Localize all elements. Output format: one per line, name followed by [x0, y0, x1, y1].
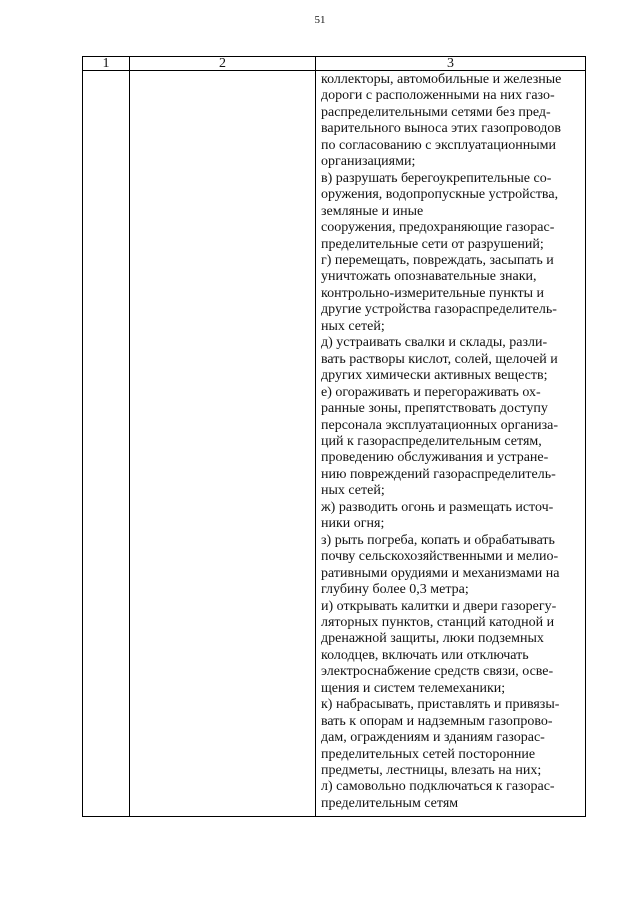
text-line: оружения, водопропускные устройства,	[321, 187, 559, 203]
text-line: контрольно-измерительные пункты и	[321, 285, 545, 301]
text-line: проведению обслуживания и устране-	[321, 450, 549, 466]
table-header-row	[83, 57, 586, 71]
text-line: дороги с расположенными на них газо-	[321, 88, 555, 104]
text-line: колодцев, включать или отключать	[321, 647, 529, 663]
text-line: ных сетей;	[321, 318, 385, 334]
text-line: д) устраивать свалки и склады, разли-	[321, 335, 548, 351]
column-header-3: 3	[316, 57, 586, 71]
text-line: организациями;	[321, 154, 416, 170]
page-number: 51	[314, 14, 326, 26]
text-line: персонала эксплуатационных организа-	[321, 417, 558, 433]
text-line: других химически активных веществ;	[321, 368, 548, 384]
text-line: ранные зоны, препятствовать доступу	[321, 401, 548, 417]
column-2-cell	[130, 71, 316, 817]
text-line: электроснабжение средств связи, осве-	[321, 664, 554, 680]
text-line: и) открывать калитки и двери газорегу-	[321, 598, 557, 614]
text-line: ных сетей;	[321, 483, 385, 499]
column-header-1: 1	[83, 57, 130, 71]
column-3-text	[316, 71, 585, 816]
text-line: ративными орудиями и механизмами на	[321, 565, 560, 581]
text-line: в) разрушать берегоукрепительные со-	[321, 170, 552, 186]
column-header-2: 2	[130, 57, 316, 71]
column-3-cell	[316, 71, 586, 817]
text-line: ж) разводить огонь и размещать источ-	[321, 499, 554, 515]
document-table	[82, 56, 586, 817]
text-line: распределительными сетями без пред-	[321, 104, 551, 120]
text-line: по согласованию с эксплуатационными	[321, 137, 556, 153]
text-line: л) самовольно подключаться к газорас-	[321, 779, 555, 795]
text-line: вать растворы кислот, солей, щелочей и	[321, 351, 558, 367]
text-line: нию повреждений газораспределитель-	[321, 466, 556, 482]
text-line: дам, ограждениям и зданиям газорас-	[321, 730, 545, 746]
text-line: земляные и иные	[321, 203, 424, 219]
text-line: ляторных пунктов, станций катодной и	[321, 614, 555, 630]
table-row	[83, 71, 586, 817]
text-line: глубину более 0,3 метра;	[321, 582, 469, 598]
text-line: пределительных сетей посторонние	[321, 746, 536, 762]
text-line: вать к опорам и надземным газопрово-	[321, 713, 553, 729]
text-line: пределительные сети от разрушений;	[321, 236, 544, 252]
text-line: варительного выноса этих газопроводов	[321, 121, 562, 137]
text-line: щения и систем телемеханики;	[321, 680, 506, 696]
text-line: г) перемещать, повреждать, засыпать и	[321, 252, 554, 268]
text-line: дренажной защиты, люки подземных	[321, 631, 544, 647]
text-line: коллекторы, автомобильные и железные	[321, 72, 562, 87]
text-line: ники огня;	[321, 516, 385, 532]
text-line: е) огораживать и перегораживать ох-	[321, 384, 541, 400]
text-line: уничтожать опознавательные знаки,	[321, 269, 537, 285]
text-line: предметы, лестницы, влезать на них;	[321, 763, 542, 779]
column-1-cell	[83, 71, 130, 817]
text-line: к) набрасывать, приставлять и привязы-	[321, 697, 560, 713]
text-line: ций к газораспределительным сетям,	[321, 433, 542, 449]
text-line: почву сельскохозяйственными и мелио-	[321, 549, 559, 565]
text-line: другие устройства газораспределитель-	[321, 302, 557, 318]
text-line: пределительным сетям	[321, 795, 459, 811]
text-line: сооружения, предохраняющие газорас-	[321, 220, 555, 236]
text-line: з) рыть погреба, копать и обрабатывать	[321, 532, 555, 548]
